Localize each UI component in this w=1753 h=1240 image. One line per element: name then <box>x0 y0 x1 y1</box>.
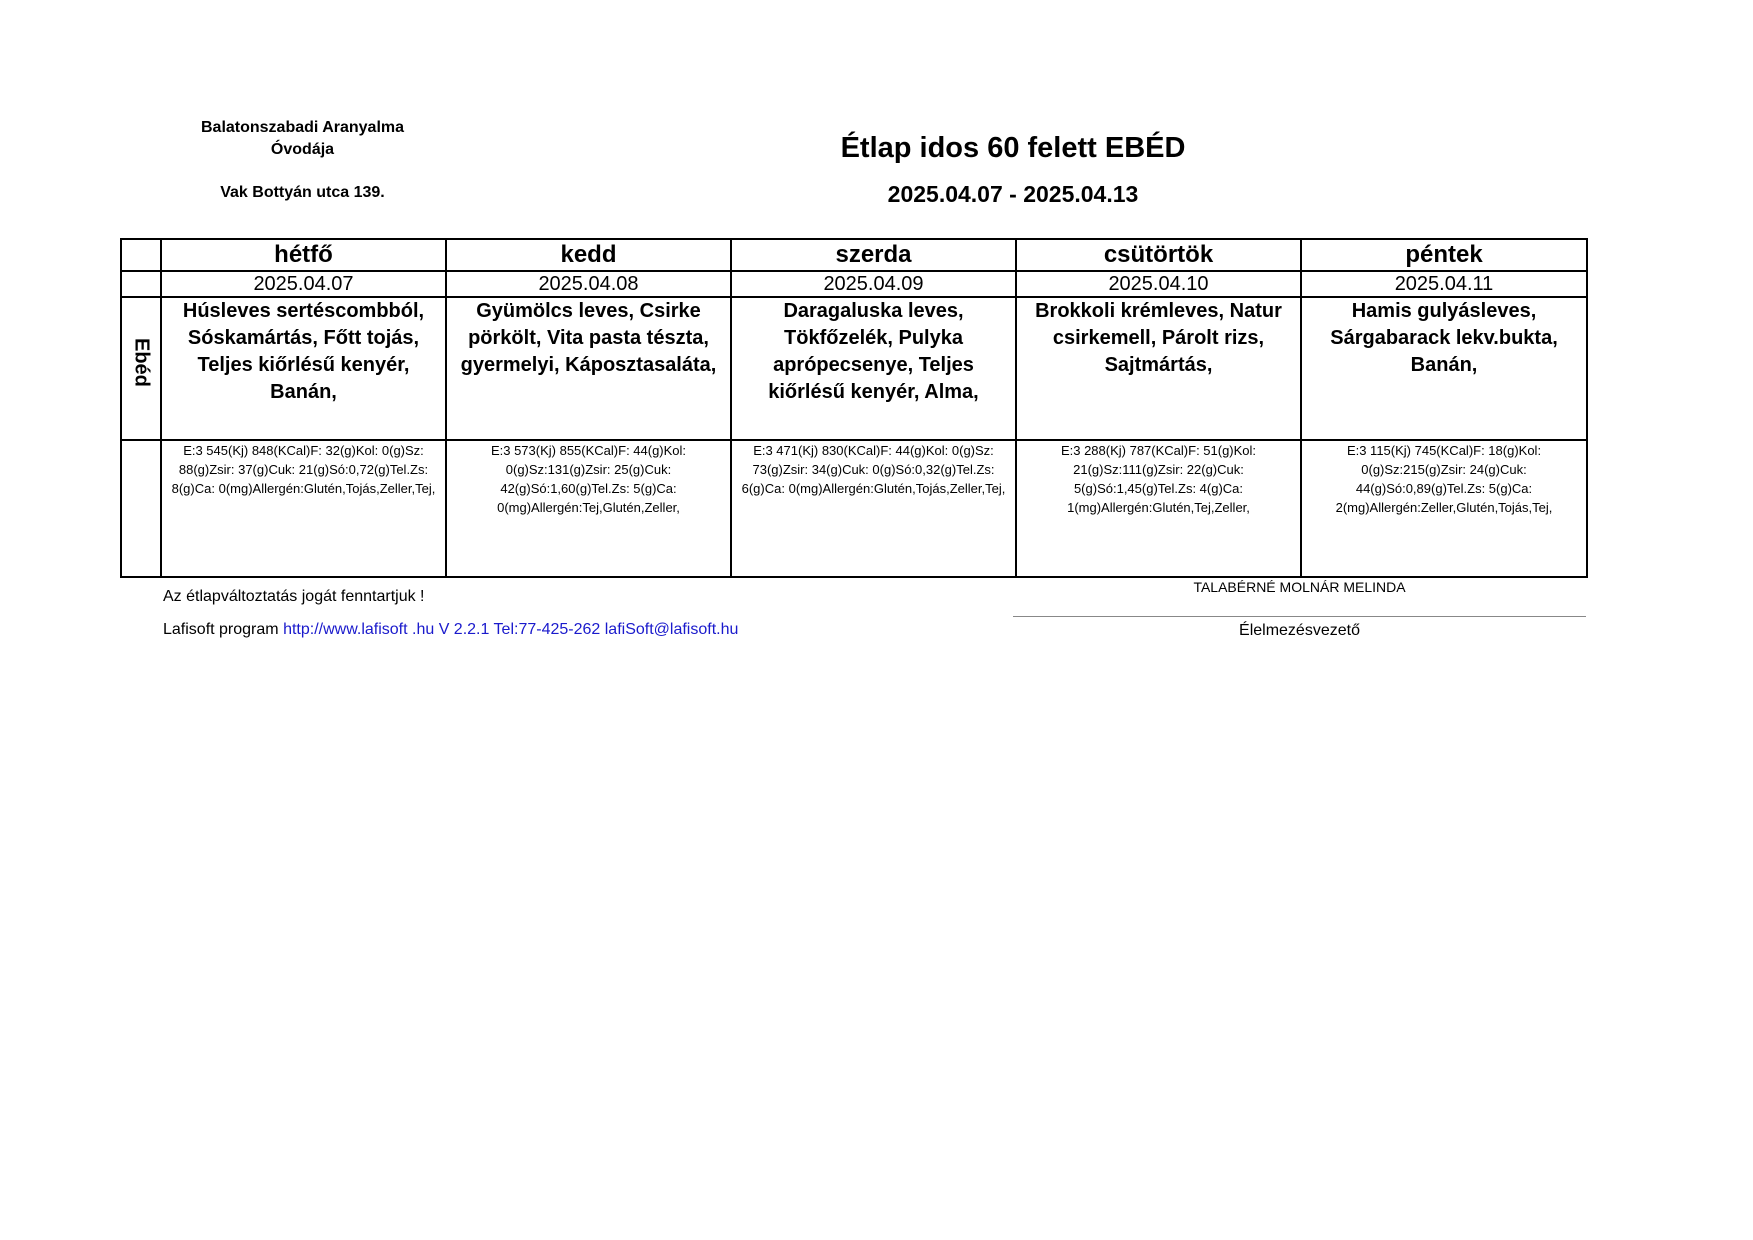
food-friday: Hamis gulyásleves, Sárgabarack lekv.bukta, Banán, <box>1301 297 1587 440</box>
date-row <box>121 271 1587 297</box>
program-credit-prefix: Lafisoft program <box>163 621 284 638</box>
day-header-wednesday: szerda <box>731 239 1016 271</box>
date-thursday: 2025.04.10 <box>1016 271 1301 297</box>
institution-address: Vak Bottyán utca 139. <box>220 184 385 201</box>
meal-label-cell <box>121 297 161 440</box>
day-header-friday: péntek <box>1301 239 1587 271</box>
date-tuesday: 2025.04.08 <box>446 271 731 297</box>
date-monday: 2025.04.07 <box>161 271 446 297</box>
food-wednesday: Daragaluska leves, Tökfőzelék, Pulyka aprópecsenye, Teljes kiőrlésű kenyér, Alma, <box>731 297 1016 440</box>
nutrition-monday: E:3 545(Kj) 848(KCal)F: 32(g)Kol: 0(g)Sz: 88(g)Zsir: 37(g)Cuk: 21(g)Só:0,72(g)Tel.Zs: 8(g)Ca: 0(mg)Allergén:Glutén,Tojás,Zeller,Tej, <box>161 440 446 577</box>
nutrition-thursday: E:3 288(Kj) 787(KCal)F: 51(g)Kol: 21(g)Sz:111(g)Zsir: 22(g)Cuk: 5(g)Só:1,45(g)Tel.Zs: 4(g)Ca: 1(mg)Allergén:Glutén,Tej,Zeller, <box>1016 440 1301 577</box>
date-wednesday: 2025.04.09 <box>731 271 1016 297</box>
meal-label: Ebéd <box>130 338 153 387</box>
signature-name: TALABÉRNÉ MOLNÁR MELINDA <box>1193 579 1406 595</box>
day-header-thursday: csütörtök <box>1016 239 1301 271</box>
day-header-row <box>121 239 1587 271</box>
institution-name-line1: Balatonszabadi Aranyalma <box>200 119 405 136</box>
day-header-monday: hétfő <box>161 239 446 271</box>
nutrition-tuesday: E:3 573(Kj) 855(KCal)F: 44(g)Kol: 0(g)Sz:131(g)Zsir: 25(g)Cuk: 42(g)Só:1,60(g)Tel.Zs: 5(g)Ca: 0(mg)Allergén:Tej,Glutén,Zeller, <box>446 440 731 577</box>
food-thursday: Brokkoli krémleves, Natur csirkemell, Párolt rizs, Sajtmártás, <box>1016 297 1301 440</box>
date-range: 2025.04.07 - 2025.04.13 <box>887 181 1139 207</box>
corner-cell <box>121 239 161 271</box>
food-row <box>121 297 1587 440</box>
nutrition-row <box>121 440 1587 577</box>
nutrition-label-cell <box>121 440 161 577</box>
institution-name-line2: Óvodája <box>270 141 335 158</box>
program-link[interactable]: http://www.lafisoft .hu V 2.2.1 Tel:77-425-262 lafiSoft@lafisoft.hu <box>283 621 739 638</box>
nutrition-wednesday: E:3 471(Kj) 830(KCal)F: 44(g)Kol: 0(g)Sz: 73(g)Zsir: 34(g)Cuk: 0(g)Só:0,32(g)Tel.Zs: 6(g)Ca: 0(mg)Allergén:Glutén,Tojás,Zeller,Tej, <box>731 440 1016 577</box>
date-friday: 2025.04.11 <box>1301 271 1587 297</box>
signature-role: Élelmezésvezető <box>1239 622 1360 639</box>
food-tuesday: Gyümölcs leves, Csirke pörkölt, Vita pasta tészta, gyermelyi, Káposztasaláta, <box>446 297 731 440</box>
program-credit <box>163 620 738 640</box>
menu-table <box>120 238 1588 578</box>
nutrition-friday: E:3 115(Kj) 745(KCal)F: 18(g)Kol: 0(g)Sz:215(g)Zsir: 24(g)Cuk: 44(g)Só:0,89(g)Tel.Zs: 5(g)Ca: 2(mg)Allergén:Zeller,Glutén,Tojás,Tej, <box>1301 440 1587 577</box>
page-title: Étlap idos 60 felett EBÉD <box>840 132 1186 164</box>
change-notice: Az étlapváltoztatás jogát fenntartjuk ! <box>163 588 425 605</box>
date-row-label-cell <box>121 271 161 297</box>
day-header-tuesday: kedd <box>446 239 731 271</box>
food-monday: Húsleves sertéscombból, Sóskamártás, Főtt tojás, Teljes kiőrlésű kenyér, Banán, <box>161 297 446 440</box>
signature-line <box>1013 616 1586 617</box>
